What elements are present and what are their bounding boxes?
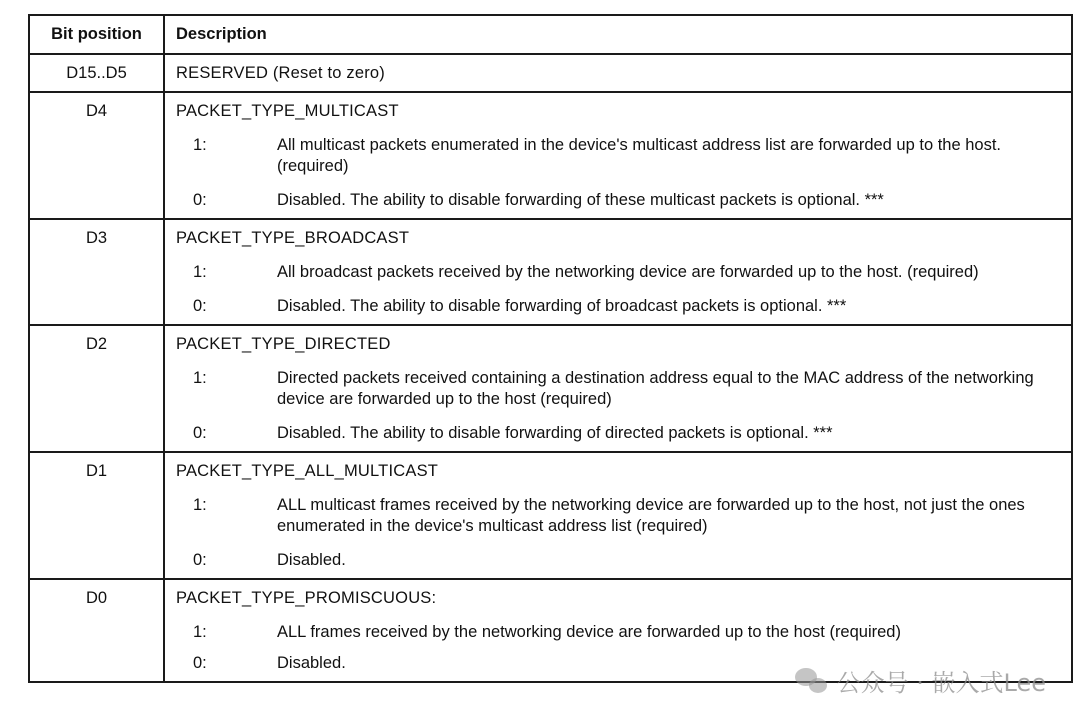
header-bit-position: Bit position: [29, 15, 164, 54]
option-line: [176, 550, 1047, 571]
description-cell: [164, 452, 1072, 579]
option-line: [176, 190, 1047, 211]
description-cell: [164, 325, 1072, 452]
packet-filter-bitmap-table: [28, 14, 1073, 683]
field-title: PACKET_TYPE_DIRECTED: [176, 335, 391, 353]
option-text: All multicast packets enumerated in the device's multicast address list are forwarded up to the host. (required): [277, 136, 1002, 175]
table-row: [29, 54, 1072, 92]
wechat-icon: [795, 668, 829, 694]
table-row: [29, 219, 1072, 325]
option-line: [176, 296, 1047, 317]
table-row: [29, 325, 1072, 452]
option-value: 1:: [193, 369, 207, 387]
option-line: [176, 622, 1047, 643]
option-value: 0:: [193, 654, 207, 672]
option-value: 0:: [193, 297, 207, 315]
option-line: [176, 423, 1047, 444]
option-line: [176, 135, 1047, 177]
bit-position-cell: D15..D5: [29, 54, 164, 92]
table-header-row: [29, 15, 1072, 54]
bit-position-cell: D2: [29, 325, 164, 452]
option-text: Directed packets received containing a destination address equal to the MAC address of the networking device are forwarded up to the host (required): [277, 369, 1034, 408]
field-title: RESERVED (Reset to zero): [176, 63, 385, 82]
option-value: 1:: [193, 623, 207, 641]
option-text: Disabled.: [277, 654, 346, 672]
option-value: 0:: [193, 191, 207, 209]
bit-position-cell: D0: [29, 579, 164, 682]
field-title: PACKET_TYPE_PROMISCUOUS:: [176, 589, 437, 607]
table-row: [29, 92, 1072, 219]
option-value: 1:: [193, 263, 207, 281]
option-value: 0:: [193, 424, 207, 442]
description-cell: [164, 92, 1072, 219]
watermark: [795, 663, 1046, 698]
option-text: Disabled. The ability to disable forwarding of these multicast packets is optional. ***: [277, 191, 884, 209]
option-value: 1:: [193, 136, 207, 154]
option-text: Disabled.: [277, 551, 346, 569]
field-title: PACKET_TYPE_MULTICAST: [176, 102, 399, 120]
bit-position-cell: D4: [29, 92, 164, 219]
option-line: [176, 368, 1047, 410]
table-row: [29, 452, 1072, 579]
bit-position-cell: D1: [29, 452, 164, 579]
header-description: Description: [164, 15, 1072, 54]
field-title: PACKET_TYPE_ALL_MULTICAST: [176, 462, 439, 480]
option-line: [176, 262, 1047, 283]
description-cell: [164, 219, 1072, 325]
field-title: PACKET_TYPE_BROADCAST: [176, 229, 410, 247]
option-value: 0:: [193, 551, 207, 569]
bit-position-cell: D3: [29, 219, 164, 325]
watermark-text: 公众号 · 嵌入式Lee: [836, 669, 1046, 697]
option-text: Disabled. The ability to disable forwarding of broadcast packets is optional. ***: [277, 297, 847, 315]
option-text: All broadcast packets received by the networking device are forwarded up to the host. (required): [277, 263, 979, 281]
option-text: ALL multicast frames received by the networking device are forwarded up to the host, not just the ones enumerated in the device's multicast address list (required): [277, 496, 1025, 535]
option-value: 1:: [193, 496, 207, 514]
option-text: Disabled. The ability to disable forwarding of directed packets is optional. ***: [277, 424, 833, 442]
option-text: ALL frames received by the networking device are forwarded up to the host (required): [277, 623, 901, 641]
option-line: [176, 495, 1047, 537]
description-cell: [164, 54, 1072, 92]
